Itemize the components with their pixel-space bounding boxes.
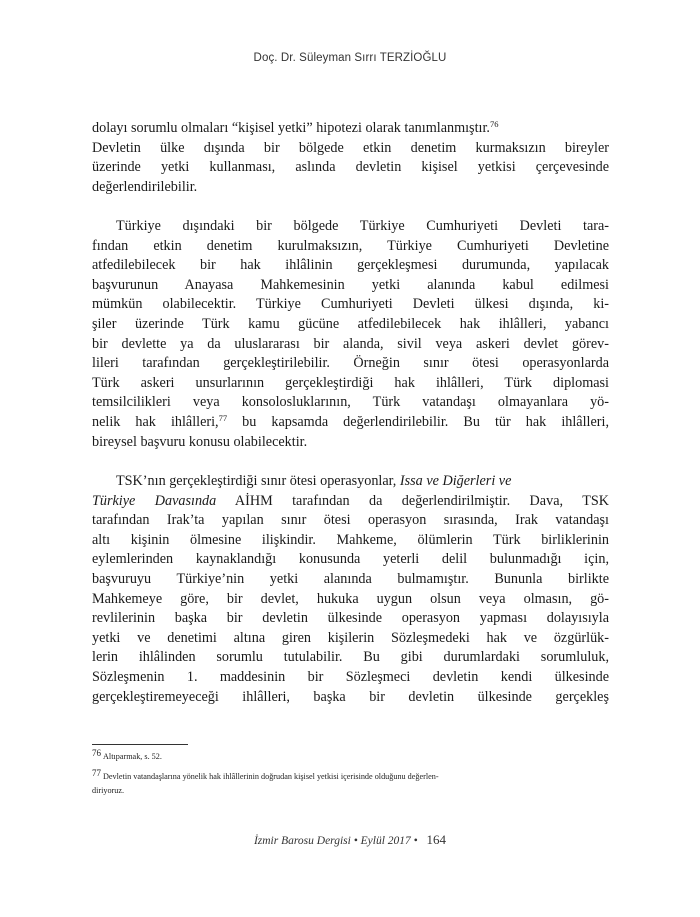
text-line: atfedilebilecek bir hak ihlâlinin gerçekleşmesi durumunda, yapılacak [92, 257, 609, 274]
text-line: değerlendirilebilir. [92, 178, 198, 195]
text-line: nelik hak ihlâlleri,$^{77}$ bu kapsamda değerlendirilebilir. Bu tür hak ihlâlleri, [92, 412, 609, 430]
text-line: yetki ve denetimi altına giren kişilerin Sözleşmedeki hak ve özgürlük- [92, 629, 609, 646]
text-line: gerçekleştiremeyeceği ihlâlleri, başka bir devletin ülkesinde gerçekleş [92, 688, 609, 705]
footnote-divider [92, 744, 188, 745]
text-line: Sözleşmenin 1. maddesinin bir Sözleşmeci devletin kendi ülkesinde [92, 668, 609, 685]
footnote-77: 77 Devletin vatandaşlarına yönelik hak ihlâllerinin doğrudan kişisel yetkisi içerisinde olduğunu değerlen- diriyoruz. [92, 768, 439, 795]
paragraph-3 [92, 472, 609, 707]
case-name-italic: Issa ve Diğerleri ve [399, 473, 512, 489]
text-line: altı kişinin ölmesine ilişkindir. Mahkeme, ölümlerin Türk birliklerinin [92, 531, 609, 548]
running-head-author: Doç. Dr. Süleyman Sırrı TERZİOĞLU [253, 52, 447, 64]
text-line: dolayı sorumlu olmaları “kişisel yetki” hipotezi olarak tanımlanmıştır.$^{76}$ [92, 119, 499, 136]
text-line: bireysel başvuru konusu olabilecektir. [92, 433, 308, 450]
text-line: Türkiye dışındaki bir bölgede Türkiye Cumhuriyeti Devleti tara- [116, 218, 609, 234]
text-line: lileri tarafından gerçekleştirilebilir. Örneğin sınır ötesi operasyonlarda [92, 355, 609, 372]
paragraph-1 [92, 119, 609, 197]
text-line: lerin ihlâlinden sorumlu tutulabilir. Bu gibi durumlardaki sorumluluk, [92, 649, 609, 666]
text-line: şiler üzerinde Türk kamu gücüne atfedilebilecek hak ihlâlleri, yabancı [92, 315, 609, 332]
page-footer [0, 832, 700, 848]
text-line: Türkiye Davasında AİHM tarafından da değerlendirilmiştir. Dava, TSK [92, 492, 609, 509]
journal-name: İzmir Barosu Dergisi • Eylül 2017 • [253, 835, 418, 847]
text-line: temsilcilikleri veya konsolosluklarının, Türk vatandaşı olmayanlara yö- [92, 394, 609, 411]
text-line: Devletin ülke dışında bir bölgede etkin denetim kurmaksızın bireyler [92, 139, 609, 156]
text-line: bir devlette ya da uluslararası bir alanda, sivil veya askeri devlet görev- [92, 335, 609, 352]
text-line: başvurunun Anayasa Mahkemesinin yetki alanında kabul edilmesi [92, 276, 609, 293]
text-line: fından etkin denetim kurulmaksızın, Türkiye Cumhuriyeti Devletine [92, 237, 609, 254]
text-line: TSK’nın gerçekleştirdiği sınır ötesi operasyonlar, Issa ve Diğerleri ve [116, 473, 512, 489]
footnote-ref-77[interactable]: 77 [218, 412, 228, 423]
text-line: üzerinde yetki kullanması, aslında devletin kişisel yetkisi çerçevesinde [92, 159, 609, 176]
text-line: Mahkemeye göre, bir devlet, hukuka uygun olsun veya olmasın, gö- [92, 590, 609, 607]
page-number: 164 [426, 832, 447, 847]
text-line: Türk askeri unsurlarının gerçekleştirdiği hak ihlâlleri, Türk diplomasi [92, 374, 609, 391]
text-line: mümkün olabilecektir. Türkiye Cumhuriyeti Devleti ülkesi dışında, ki- [92, 296, 609, 313]
paragraph-2 [92, 217, 609, 452]
footnote-76: 76 Altıparmak, s. 52. [92, 748, 162, 761]
case-name-italic: Türkiye Davasında [92, 492, 217, 509]
text-line: başvuruyu Türkiye’nin yetki alanında bulmamıştır. Bununla birlikte [92, 570, 609, 587]
text-line: revlilerinin başka bir devletin ülkesinde operasyon yapması dolayısıyla [92, 610, 609, 627]
text-line: tarafından Irak’ta yapılan sınır ötesi operasyon sırasında, Irak vatandaşı [92, 512, 609, 529]
text-line: eylemlerinden kaynaklandığı konusunda yeterli delil bulunmadığı için, [92, 551, 609, 568]
footnote-ref-76[interactable]: 76 [489, 119, 499, 129]
